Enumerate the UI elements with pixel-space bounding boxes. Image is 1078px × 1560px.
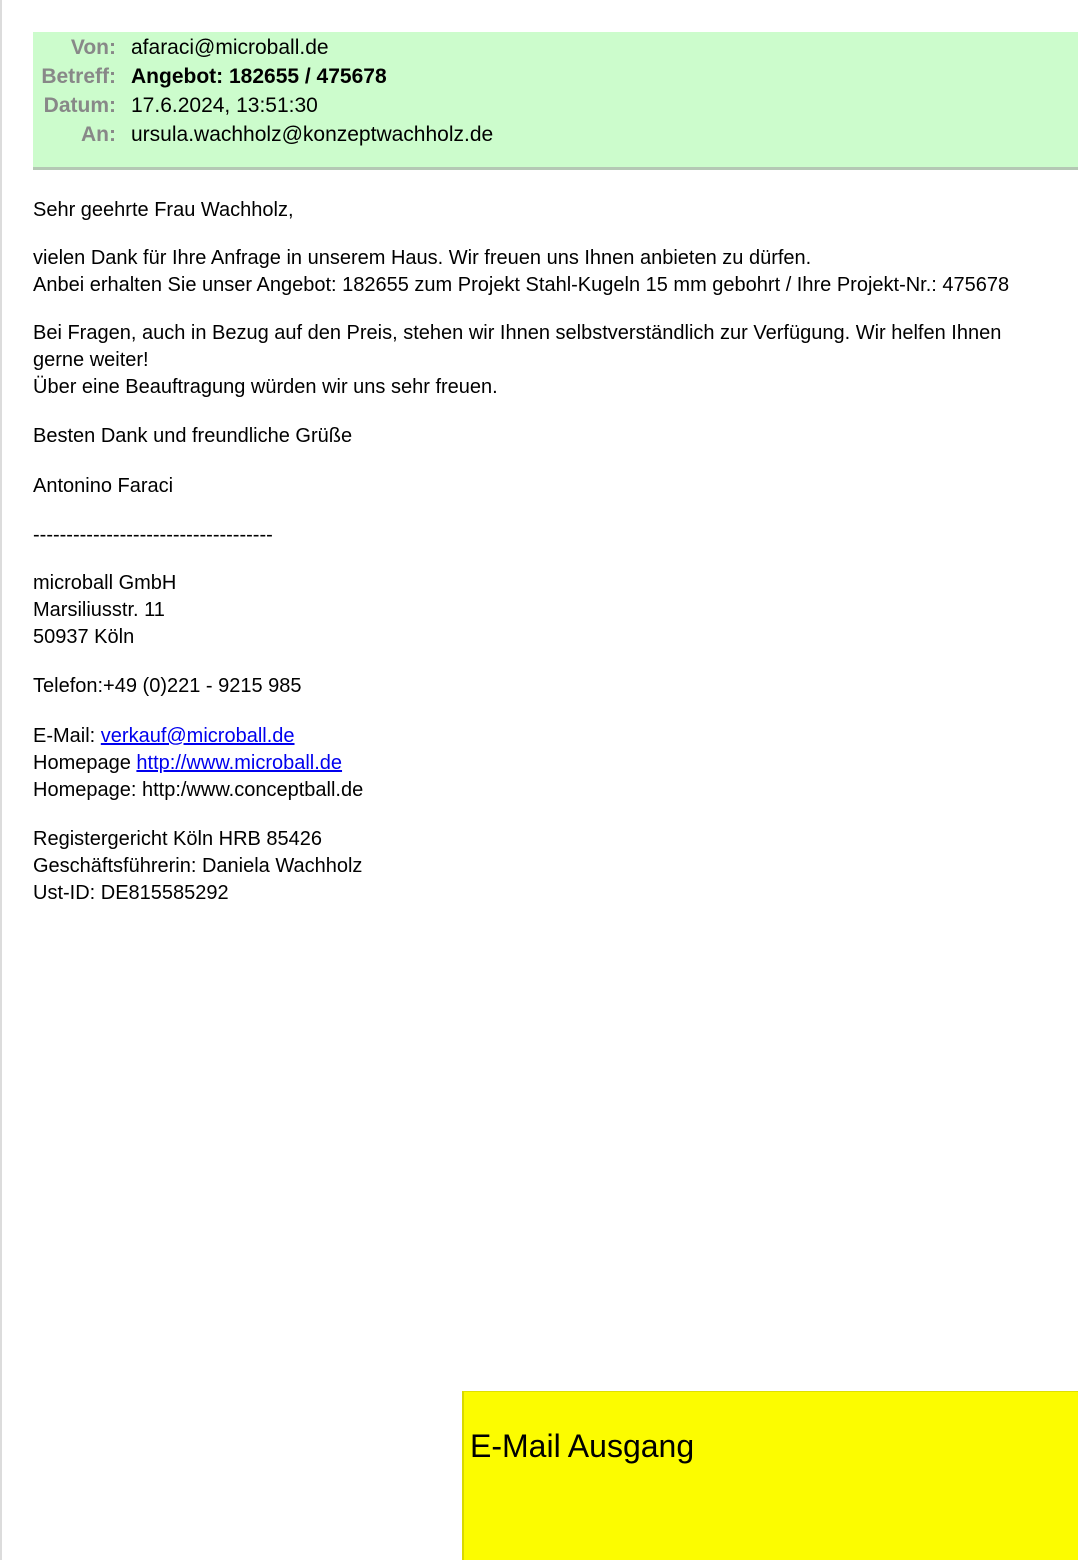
managing-director: Geschäftsführerin: Daniela Wachholz (33, 855, 363, 877)
register-court: Registergericht Köln HRB 85426 (33, 828, 323, 850)
subject-label: Betreff: (41, 65, 116, 88)
sender-name: Antonino Faraci (33, 475, 174, 497)
sticky-note-label: E-Mail Ausgang (470, 1428, 695, 1464)
para2-line1: Bei Fragen, auch in Bezug auf den Preis, stehen wir Ihnen selbstverständlich zur Verfügung. Wir helfen Ihnen (33, 322, 1002, 344)
company-city: 50937 Köln (33, 626, 135, 648)
homepage-line (33, 750, 342, 777)
company-name: microball GmbH (33, 572, 177, 594)
to-label: An: (81, 123, 116, 146)
from-label: Von: (70, 36, 116, 59)
email-line (33, 723, 295, 750)
homepage-label: Homepage (33, 752, 137, 774)
signature-separator: ------------------------------------ (33, 524, 273, 546)
homepage-link[interactable]: http://www.microball.de (136, 752, 343, 774)
date-value: 17.6.2024, 13:51:30 (131, 94, 318, 117)
para1-line1: vielen Dank für Ihre Anfrage in unserem Haus. Wir freuen uns Ihnen anbieten zu dürfen. (33, 247, 812, 269)
to-value[interactable]: ursula.wachholz@konzeptwachholz.de (131, 123, 494, 146)
date-label: Datum: (43, 94, 116, 117)
from-value[interactable]: afaraci@microball.de (131, 36, 329, 59)
homepage2-line: Homepage: http:/www.conceptball.de (33, 779, 364, 801)
closing: Besten Dank und freundliche Grüße (33, 425, 353, 447)
company-phone: Telefon:+49 (0)221 - 9215 985 (33, 675, 302, 697)
greeting: Sehr geehrte Frau Wachholz, (33, 199, 294, 221)
email-link[interactable]: verkauf@microball.de (100, 725, 295, 747)
para2-line3: Über eine Beauftragung würden wir uns sehr freuen. (33, 376, 498, 398)
email-header (33, 32, 1078, 170)
vat-id: Ust-ID: DE815585292 (33, 882, 229, 904)
email-label: E-Mail: (33, 725, 101, 747)
sticky-note (462, 1391, 1078, 1560)
para1-line2: Anbei erhalten Sie unser Angebot: 182655 zum Projekt Stahl-Kugeln 15 mm gebohrt / Ihre Projekt-Nr.: 475678 (33, 274, 1010, 296)
company-street: Marsiliusstr. 11 (33, 599, 165, 621)
para2-line2: gerne weiter! (33, 349, 149, 371)
window-left-edge (0, 0, 2, 1560)
subject-value: Angebot: 182655 / 475678 (131, 65, 387, 88)
